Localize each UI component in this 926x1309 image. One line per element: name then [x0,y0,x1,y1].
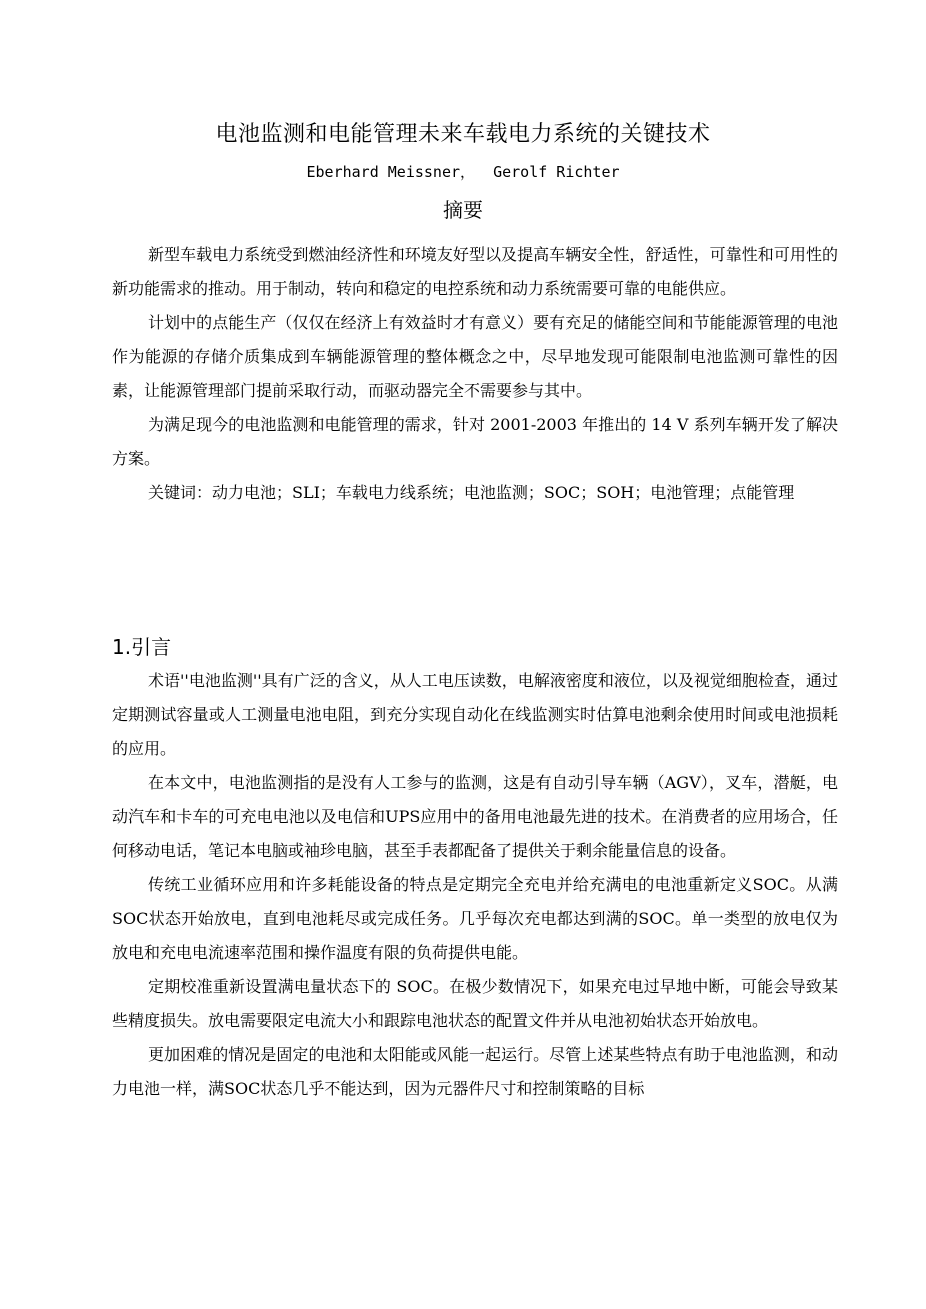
body-paragraph: 更加困难的情况是固定的电池和太阳能或风能一起运行。尽管上述某些特点有助于电池监测，和动力电池一样，满SOC状态几乎不能达到，因为元器件尺寸和控制策略的目标 [112,1045,838,1098]
introduction-body [112,664,838,1106]
keywords-paragraph: 关键词：动力电池；SLI；车载电力线系统；电池监测；SOC；SOH；电池管理；点能管理 [148,483,795,502]
section-heading-introduction: 1.引言 [112,635,172,659]
abstract-paragraph: 新型车载电力系统受到燃油经济性和环境友好型以及提高车辆安全性，舒适性，可靠性和可用性的新功能需求的推动。用于制动，转向和稳定的电控系统和动力系统需要可靠的电能供应。 [112,245,838,298]
paper-title: 电池监测和电能管理未来车载电力系统的关键技术 [215,122,711,147]
abstract-paragraph: 计划中的点能生产（仅仅在经济上有效益时才有意义）要有充足的储能空间和节能能源管理的电池作为能源的存储介质集成到车辆能源管理的整体概念之中，尽早地发现可能限制电池监测可靠性的因素，让能源管理部门提前采取行动，而驱动器完全不需要参与其中。 [112,313,838,400]
body-paragraph: 定期校准重新设置满电量状态下的 SOC。在极少数情况下，如果充电过早地中断，可能会导致某些精度损失。放电需要限定电流大小和跟踪电池状态的配置文件并从电池初始状态开始放电。 [112,977,838,1030]
body-paragraph: 在本文中，电池监测指的是没有人工参与的监测，这是有自动引导车辆（AGV），叉车，潜艇，电动汽车和卡车的可充电电池以及电信和UPS应用中的备用电池最先进的技术。在消费者的应用场合，任何移动电话，笔记本电脑或袖珍电脑，甚至手表都配备了提供关于剩余能量信息的设备。 [112,773,838,860]
abstract-heading: 摘要 [443,198,483,222]
abstract-body [112,238,838,510]
abstract-paragraph: 为满足现今的电池监测和电能管理的需求，针对 2001-2003 年推出的 14 V 系列车辆开发了解决方案。 [112,415,838,468]
body-paragraph: 术语''电池监测''具有广泛的含义，从人工电压读数，电解液密度和液位，以及视觉细胞检查，通过定期测试容量或人工测量电池电阻，到充分实现自动化在线监测实时估算电池剩余使用时间或电池损耗的应用。 [112,671,838,758]
body-paragraph: 传统工业循环应用和许多耗能设备的特点是定期完全充电并给充满电的电池重新定义SOC。从满SOC状态开始放电，直到电池耗尽或完成任务。几乎每次充电都达到满的SOC。单一类型的放电仅为放电和充电电流速率范围和操作温度有限的负荷提供电能。 [112,875,838,962]
author-line: Eberhard Meissner， Gerolf Richter [306,163,620,181]
